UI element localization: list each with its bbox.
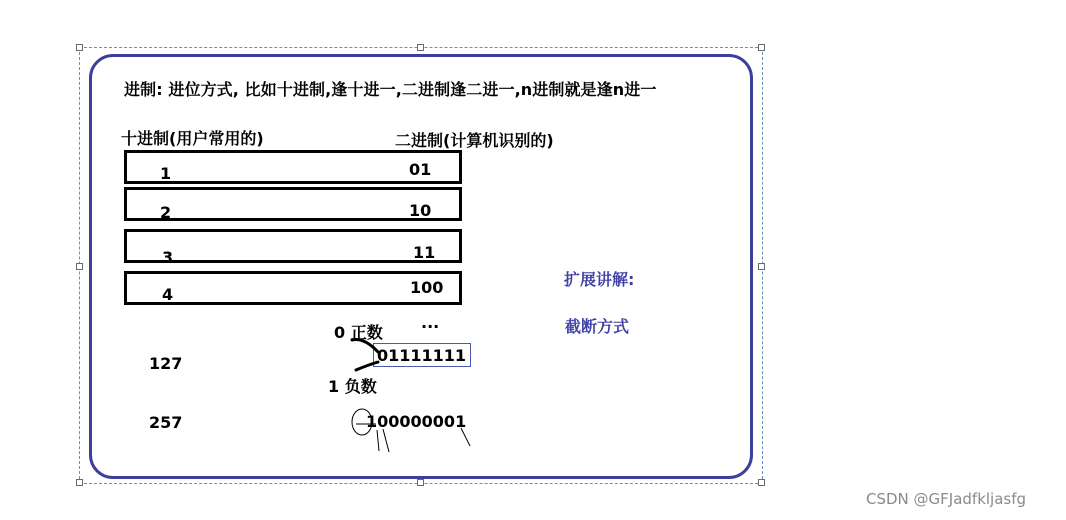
ink-tick-mark [383, 429, 389, 452]
example-binary: 01111111 [377, 346, 467, 365]
ink-circle-mark [352, 409, 372, 435]
decimal-cell: 4 [162, 285, 174, 304]
table-ellipsis: ... [421, 313, 440, 332]
example-decimal: 127 [149, 354, 183, 373]
truncation-note: 截断方式 [565, 317, 630, 336]
ink-tick-mark [377, 430, 379, 451]
ink-stroke-to-negative [356, 362, 378, 370]
binary-cell: 01 [409, 160, 432, 179]
binary-cell: 10 [409, 201, 432, 220]
decimal-cell: 2 [160, 203, 172, 222]
binary-column-header: 二进制(计算机识别的) [395, 131, 554, 150]
binary-cell: 100 [410, 278, 444, 297]
decimal-column-header: 十进制(用户常用的) [121, 129, 264, 148]
headline-text: 进制: 进位方式, 比如十进制,逢十进一,二进制逢二进一,n进制就是逢n进一 [124, 80, 657, 99]
negative-sign-note: 1 负数 [328, 377, 377, 396]
binary-cell: 11 [413, 243, 436, 262]
ink-stroke-to-positive [352, 340, 378, 353]
positive-sign-note: 0 正数 [334, 323, 383, 342]
extension-note: 扩展讲解: [564, 270, 635, 289]
decimal-cell: 1 [160, 164, 172, 183]
example-binary: 100000001 [366, 412, 467, 431]
example-decimal: 257 [149, 413, 183, 432]
decimal-cell: 3 [162, 248, 174, 267]
csdn-watermark: CSDN @GFJadfkljasfg [866, 490, 1027, 508]
ink-tick-mark [461, 428, 470, 446]
